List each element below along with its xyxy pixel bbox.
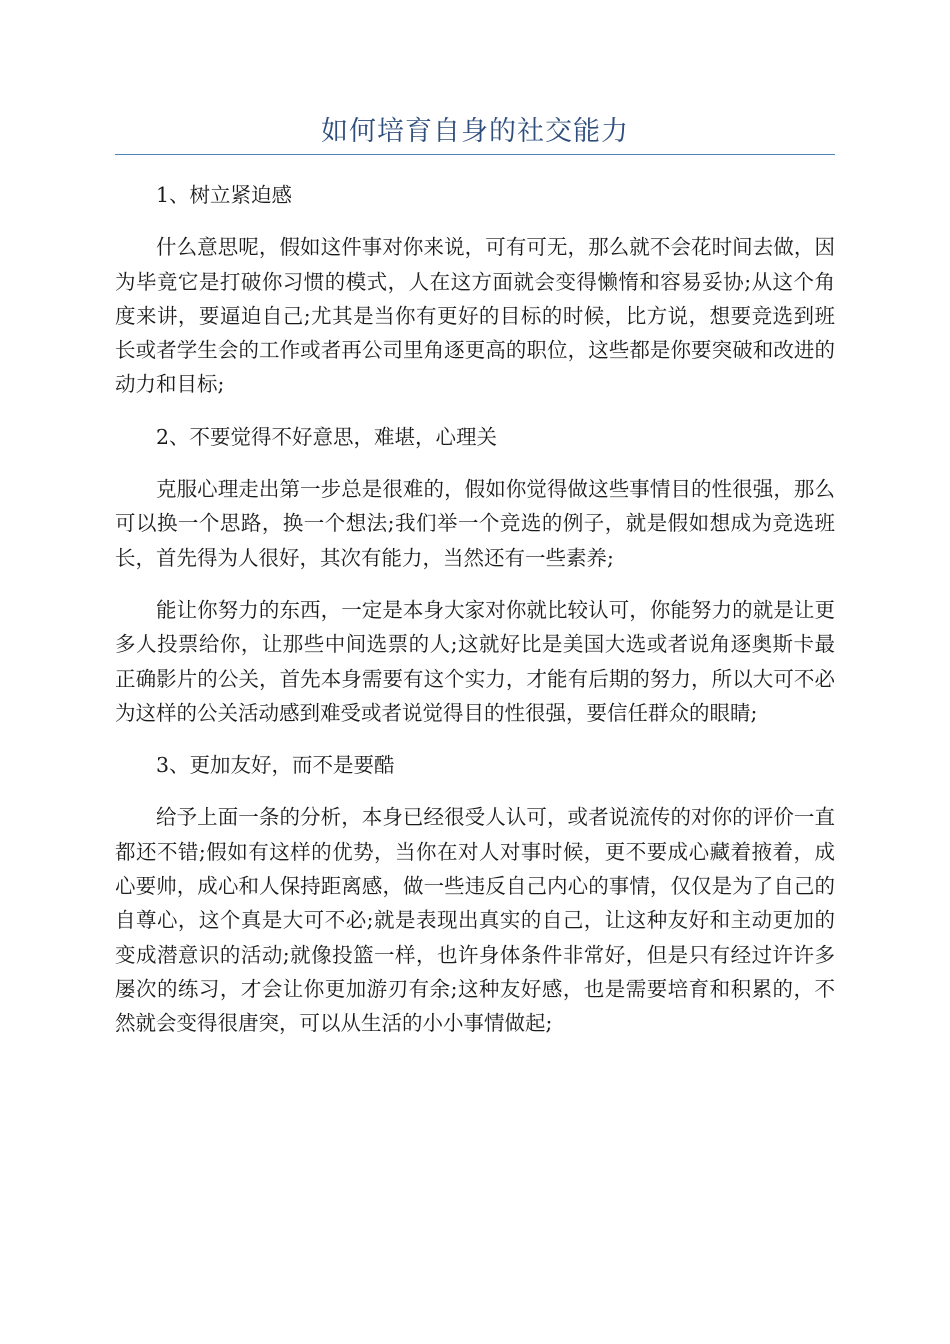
heading-1: 1、树立紧迫感	[156, 183, 293, 207]
paragraph-3: 能让你努力的东西，一定是本身大家对你就比较认可，你能努力的就是让更多人投票给你，让那些中间选票的人;这就好比是美国大选或者说角逐奥斯卡最正确影片的公关，首先本身需要有这个实力，才能有后期的努力，所以大可不必为这样的公关活动感到难受或者说觉得目的性很强，要信任群众的眼睛;	[115, 597, 835, 725]
title-underline	[115, 154, 835, 155]
heading-3: 3、更加友好，而不是要酷	[156, 753, 395, 778]
paragraph-4: 给予上面一条的分析，本身已经很受人认可，或者说流传的对你的评价一直都还不错;假如有这样的优势，当你在对人对事时候，更不要成心藏着掖着，成心要帅，成心和人保持距离感，做一些违反自己内心的事情，仅仅是为了自己的自尊心，这个真是大可不必;就是表现出真实的自己，让这种友好和主动更加的变成潜意识的活动;就像投篮一样，也许身体条件非常好，但是只有经过许许多屡次的练习，才会让你更加游刃有余;这种友好感，也是需要培育和积累的，不然就会变得很唐突，可以从生活的小小事情做起;	[115, 805, 835, 1036]
document-title: 如何培育自身的社交能力	[321, 116, 629, 147]
paragraph-1: 什么意思呢，假如这件事对你来说，可有可无，那么就不会花时间去做，因为毕竟它是打破你习惯的模式，人在这方面就会变得懒惰和容易妥协;从这个角度来讲，要逼迫自己;尤其是当你有更好的目标的时候，比方说，想要竞选到班长或者学生会的工作或者再公司里角逐更高的职位，这些都是你要突破和改进的动力和目标;	[115, 235, 835, 397]
paragraph-2: 克服心理走出第一步总是很难的，假如你觉得做这些事情目的性很强，那么可以换一个思路，换一个想法;我们举一个竞选的例子，就是假如想成为竞选班长，首先得为人很好，其次有能力，当然还有一些素养;	[115, 477, 835, 570]
heading-2: 2、不要觉得不好意思，难堪，心理关	[156, 424, 498, 449]
document-body	[115, 178, 835, 1059]
